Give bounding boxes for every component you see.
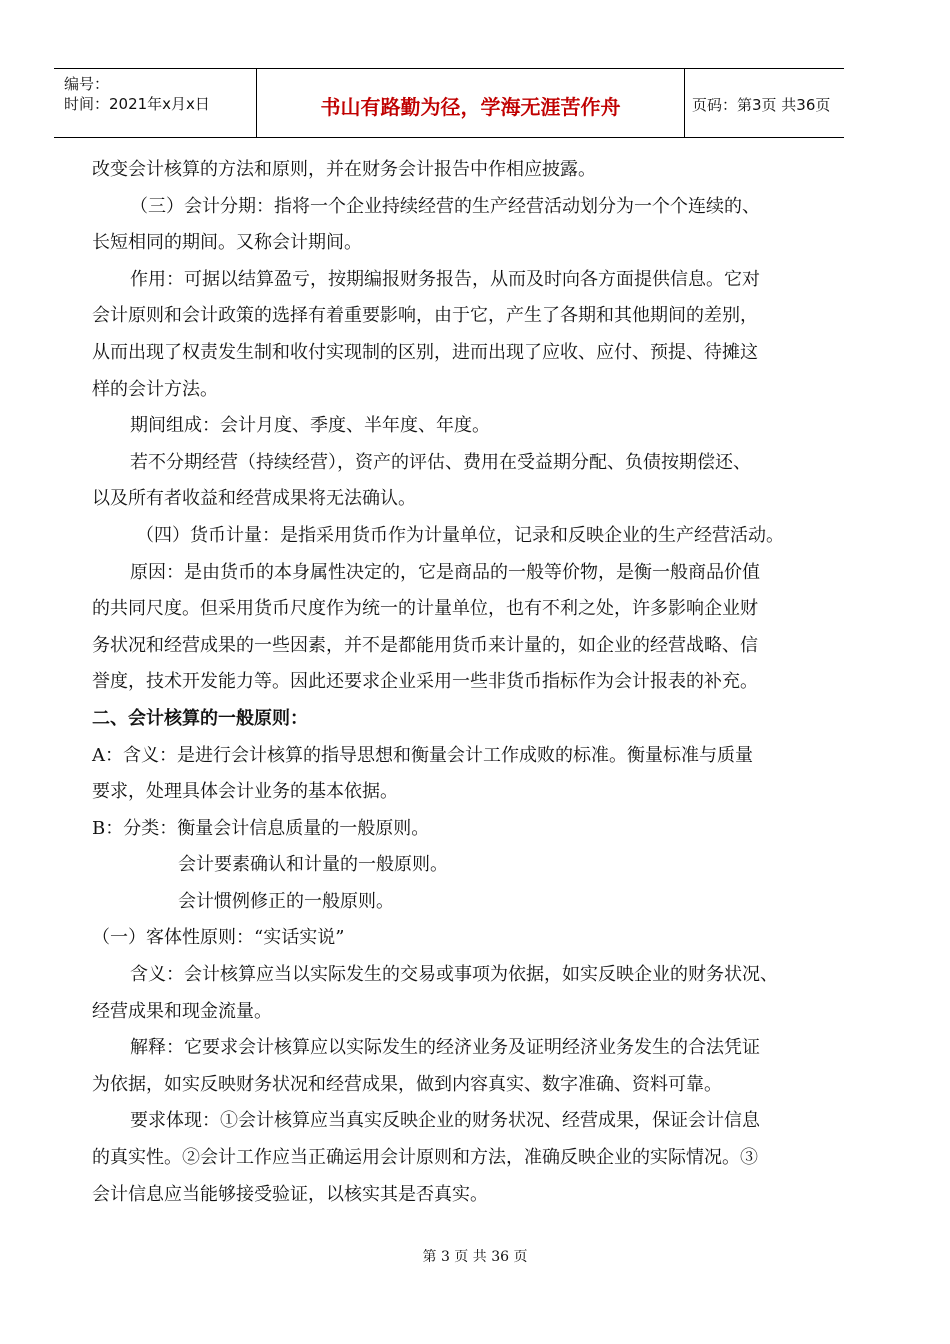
number-label: 编号： [64,75,110,93]
document-body [92,152,812,1213]
page-footer: 第 3 页 共 36 页 [422,1249,528,1265]
text-line: A：含义：是进行会计核算的指导思想和衡量会计工作成败的标准。衡量标准与质量 [92,744,753,766]
header-left-cell [54,69,256,137]
text-line: （一）客体性原则：“实话实说” [92,927,345,949]
page-code: 页码：第3页 共36页 [692,96,831,114]
time-label: 时间：2021年x月x日 [64,95,210,113]
text-line: 解释：它要求会计核算应以实际发生的经济业务及证明经济业务发生的合法凭证 [130,1037,760,1059]
text-line: （四）货币计量：是指采用货币作为计量单位，记录和反映企业的生产经营活动。 [136,524,784,546]
text-line: 会计要素确认和计量的一般原则。 [178,854,448,876]
text-line: 改变会计核算的方法和原则，并在财务会计报告中作相应披露。 [92,159,596,180]
text-line: 期间组成：会计月度、季度、半年度、年度。 [130,415,490,437]
text-line: 若不分期经营（持续经营），资产的评估、费用在受益期分配、负债按期偿还、 [130,451,751,473]
text-line: 要求体现：①会计核算应当真实反映企业的财务状况、经营成果，保证会计信息 [130,1110,760,1132]
text-line: 原因：是由货币的本身属性决定的，它是商品的一般等价物，是衡一般商品价值 [130,561,760,583]
section-heading: 二、会计核算的一般原则： [92,707,308,729]
text-line: 样的会计方法。 [92,378,218,400]
text-line: 从而出现了权责发生制和收付实现制的区别，进而出现了应收、应付、预提、待摊这 [92,341,758,363]
text-line: 作用：可据以结算盈亏，按期编报财务报告，从而及时向各方面提供信息。它对 [130,268,760,290]
text-line: 誉度，技术开发能力等。因此还要求企业采用一些非货币指标作为会计报表的补充。 [92,671,758,693]
text-line: 会计信息应当能够接受验证，以核实其是否真实。 [92,1183,488,1205]
text-line: 含义：会计核算应当以实际发生的交易或事项为依据，如实反映企业的财务状况、 [130,964,778,986]
text-line: 要求，处理具体会计业务的基本依据。 [92,781,398,803]
text-line: 会计惯例修正的一般原则。 [178,890,394,912]
text-line: 经营成果和现金流量。 [92,1000,272,1022]
text-line: 长短相同的期间。又称会计期间。 [92,232,362,254]
text-line: 会计原则和会计政策的选择有着重要影响，由于它，产生了各期和其他期间的差别， [92,305,758,327]
text-line: 为依据，如实反映财务状况和经营成果，做到内容真实、数字准确、资料可靠。 [92,1073,722,1095]
page-header [54,68,844,138]
text-line: 务状况和经营成果的一些因素，并不是都能用货币来计量的，如企业的经营战略、信 [92,634,758,656]
text-line: 的真实性。②会计工作应当正确运用会计原则和方法，准确反映企业的实际情况。③ [92,1147,758,1169]
text-line: 的共同尺度。但采用货币尺度作为统一的计量单位，也有不利之处，许多影响企业财 [92,598,758,620]
text-line: 以及所有者收益和经营成果将无法确认。 [92,488,416,510]
header-motto-cell [256,69,685,137]
header-motto: 书山有路勤为径，学海无涯苦作舟 [320,95,621,119]
header-right-cell [684,69,844,137]
text-line: （三）会计分期：指将一个企业持续经营的生产经营活动划分为一个个连续的、 [130,195,760,217]
text-line: B：分类：衡量会计信息质量的一般原则。 [92,817,430,839]
